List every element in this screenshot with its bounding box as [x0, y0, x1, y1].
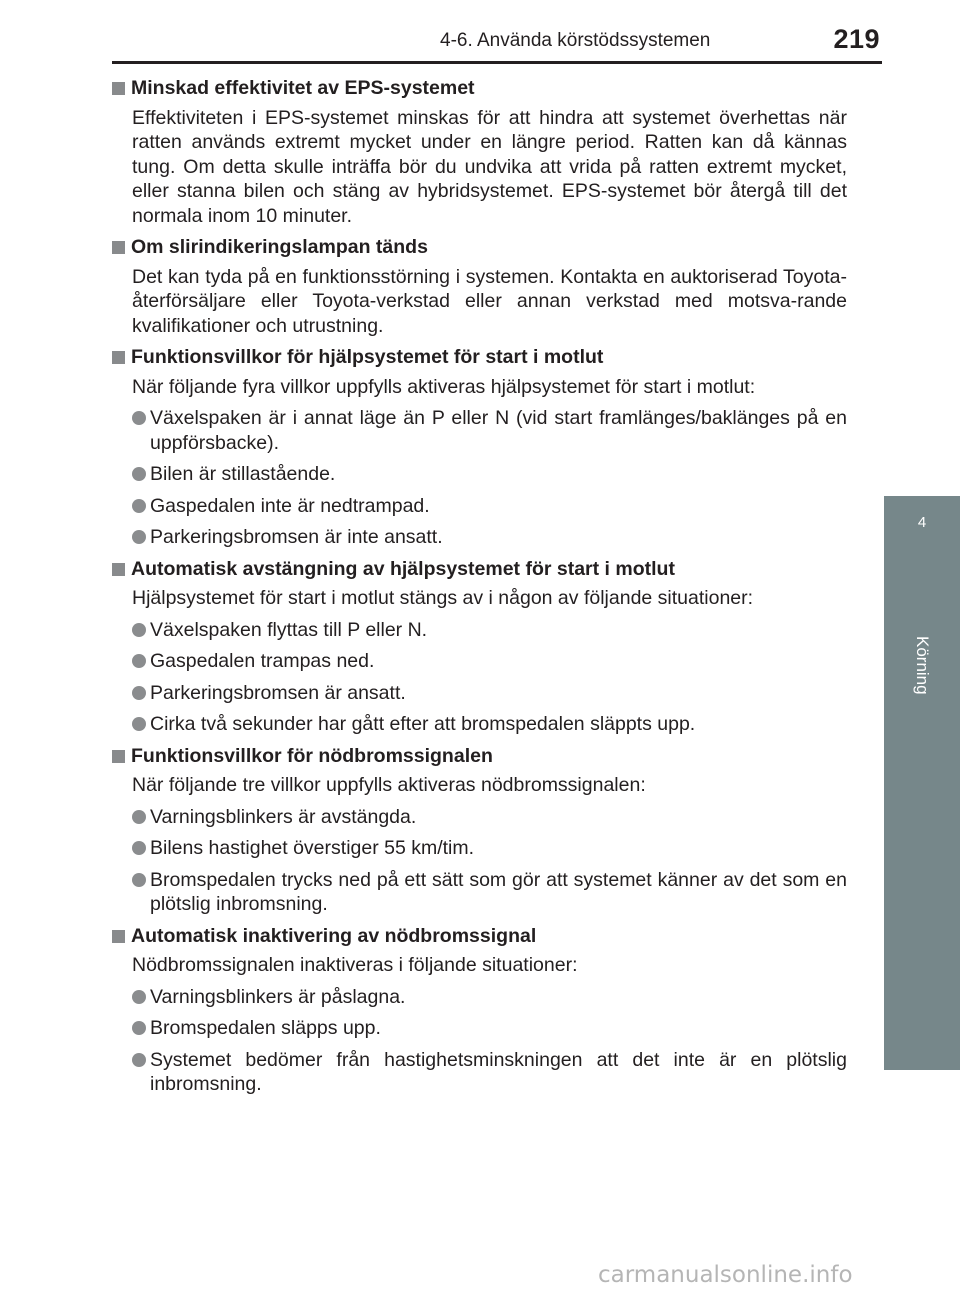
list-item-text: Gaspedalen inte är nedtrampad. [150, 494, 430, 517]
circle-bullet-icon [132, 873, 146, 887]
circle-bullet-icon [132, 1053, 146, 1067]
section-heading-text: Funktionsvillkor för nödbromssignalen [131, 744, 493, 767]
section-heading [112, 76, 847, 101]
section-heading [112, 557, 847, 582]
list-item [132, 406, 847, 455]
square-bullet-icon [112, 750, 125, 763]
section-paragraph: Det kan tyda på en funktionsstörning i systemen. Kontakta en auktoriserad Toyota-återförsäljare eller Toyota-verkstad eller annan verkstad med motsva-rande kvalifikationer och utrustning. [132, 265, 847, 337]
section-heading [112, 924, 847, 949]
circle-bullet-icon [132, 990, 146, 1004]
page-header-title: 4-6. Använda körstödssystemen [440, 30, 711, 51]
circle-bullet-icon [132, 1021, 146, 1035]
square-bullet-icon [112, 241, 125, 254]
circle-bullet-icon [132, 623, 146, 637]
circle-bullet-icon [132, 810, 146, 824]
circle-bullet-icon [132, 654, 146, 668]
section-heading-text: Automatisk avstängning av hjälpsystemet för start i motlut [131, 557, 675, 580]
list-item-text: Varningsblinkers är påslagna. [150, 985, 406, 1008]
list-item-text: Bromspedalen trycks ned på ett sätt som gör att systemet känner av det som en plötslig inbromsning. [150, 868, 847, 915]
circle-bullet-icon [132, 717, 146, 731]
section-paragraph: Effektiviteten i EPS-systemet minskas för att hindra att systemet överhettas när ratten används extremt mycket under en längre period. Ratten kan då kännas tung. Om detta skulle inträffa bör du undvika att vrida på ratten extremt mycket, eller stanna bilen och stäng av hybridsystemet. EPS-systemet bör återgå till det normala inom 10 minuter. [132, 106, 847, 227]
circle-bullet-icon [132, 499, 146, 513]
circle-bullet-icon [132, 530, 146, 544]
list-item-text: Parkeringsbromsen är inte ansatt. [150, 526, 443, 548]
circle-bullet-icon [132, 467, 146, 481]
list-item [132, 985, 847, 1010]
section-heading-text: Funktionsvillkor för hjälpsystemet för start i motlut [131, 346, 604, 368]
list-item-text: Växelspaken flyttas till P eller N. [150, 618, 428, 641]
list-item [132, 836, 847, 861]
section-paragraph: Nödbromssignalen inaktiveras i följande situationer: [132, 954, 578, 976]
square-bullet-icon [112, 563, 125, 576]
section-heading [112, 345, 847, 370]
section-heading-text: Automatisk inaktivering av nödbromssignal [131, 924, 537, 947]
list-item-text: Cirka två sekunder har gått efter att bromspedalen släppts upp. [150, 713, 696, 735]
list-item-text: Bromspedalen släpps upp. [150, 1017, 381, 1039]
list-item [132, 681, 847, 706]
section [112, 557, 847, 737]
square-bullet-icon [112, 82, 125, 95]
list-item [132, 805, 847, 830]
chapter-label: Körning [913, 636, 932, 695]
list-item-text: Växelspaken är i annat läge än P eller N (vid start framlänges/baklänges på en uppförsbacke). [150, 407, 847, 454]
list-item [132, 1016, 847, 1041]
list-item [132, 494, 847, 519]
section-paragraph: När följande tre villkor uppfylls aktiveras nödbromssignalen: [132, 774, 646, 796]
page-number: 219 [833, 24, 880, 54]
list-item [132, 868, 847, 917]
circle-bullet-icon [132, 686, 146, 700]
list-item-text: Varningsblinkers är avstängda. [150, 805, 417, 828]
section-heading-text: Minskad effektivitet av EPS-systemet [131, 77, 475, 99]
section [112, 744, 847, 917]
section [112, 235, 847, 338]
circle-bullet-icon [132, 841, 146, 855]
list-item [132, 712, 847, 737]
section [112, 76, 847, 228]
list-item [132, 1048, 847, 1097]
section [112, 924, 847, 1097]
section-heading [112, 744, 847, 769]
list-item [132, 462, 847, 487]
section [112, 345, 847, 550]
section-heading-text: Om slirindikeringslampan tänds [131, 236, 428, 258]
square-bullet-icon [112, 930, 125, 943]
chapter-side-tab [884, 496, 960, 1070]
list-item [132, 649, 847, 674]
list-item-text: Systemet bedömer från hastighetsminskningen att det inte är en plötslig inbromsning. [150, 1048, 847, 1095]
list-item-text: Bilens hastighet överstiger 55 km/tim. [150, 837, 475, 859]
list-item-text: Gaspedalen trampas ned. [150, 650, 375, 672]
chapter-number: 4 [917, 514, 927, 531]
header-rule [112, 61, 882, 64]
section-paragraph: När följande fyra villkor uppfylls aktiveras hjälpsystemet för start i motlut: [132, 375, 756, 398]
watermark: carmanualsonline.info [598, 1262, 853, 1288]
list-item-text: Bilen är stillastående. [150, 463, 336, 485]
page-content [112, 76, 847, 1104]
circle-bullet-icon [132, 411, 146, 425]
list-item-text: Parkeringsbromsen är ansatt. [150, 681, 406, 704]
square-bullet-icon [112, 351, 125, 364]
list-item [132, 618, 847, 643]
section-paragraph: Hjälpsystemet för start i motlut stängs av i någon av följande situationer: [132, 587, 754, 609]
list-item [132, 525, 847, 550]
section-heading [112, 235, 847, 260]
